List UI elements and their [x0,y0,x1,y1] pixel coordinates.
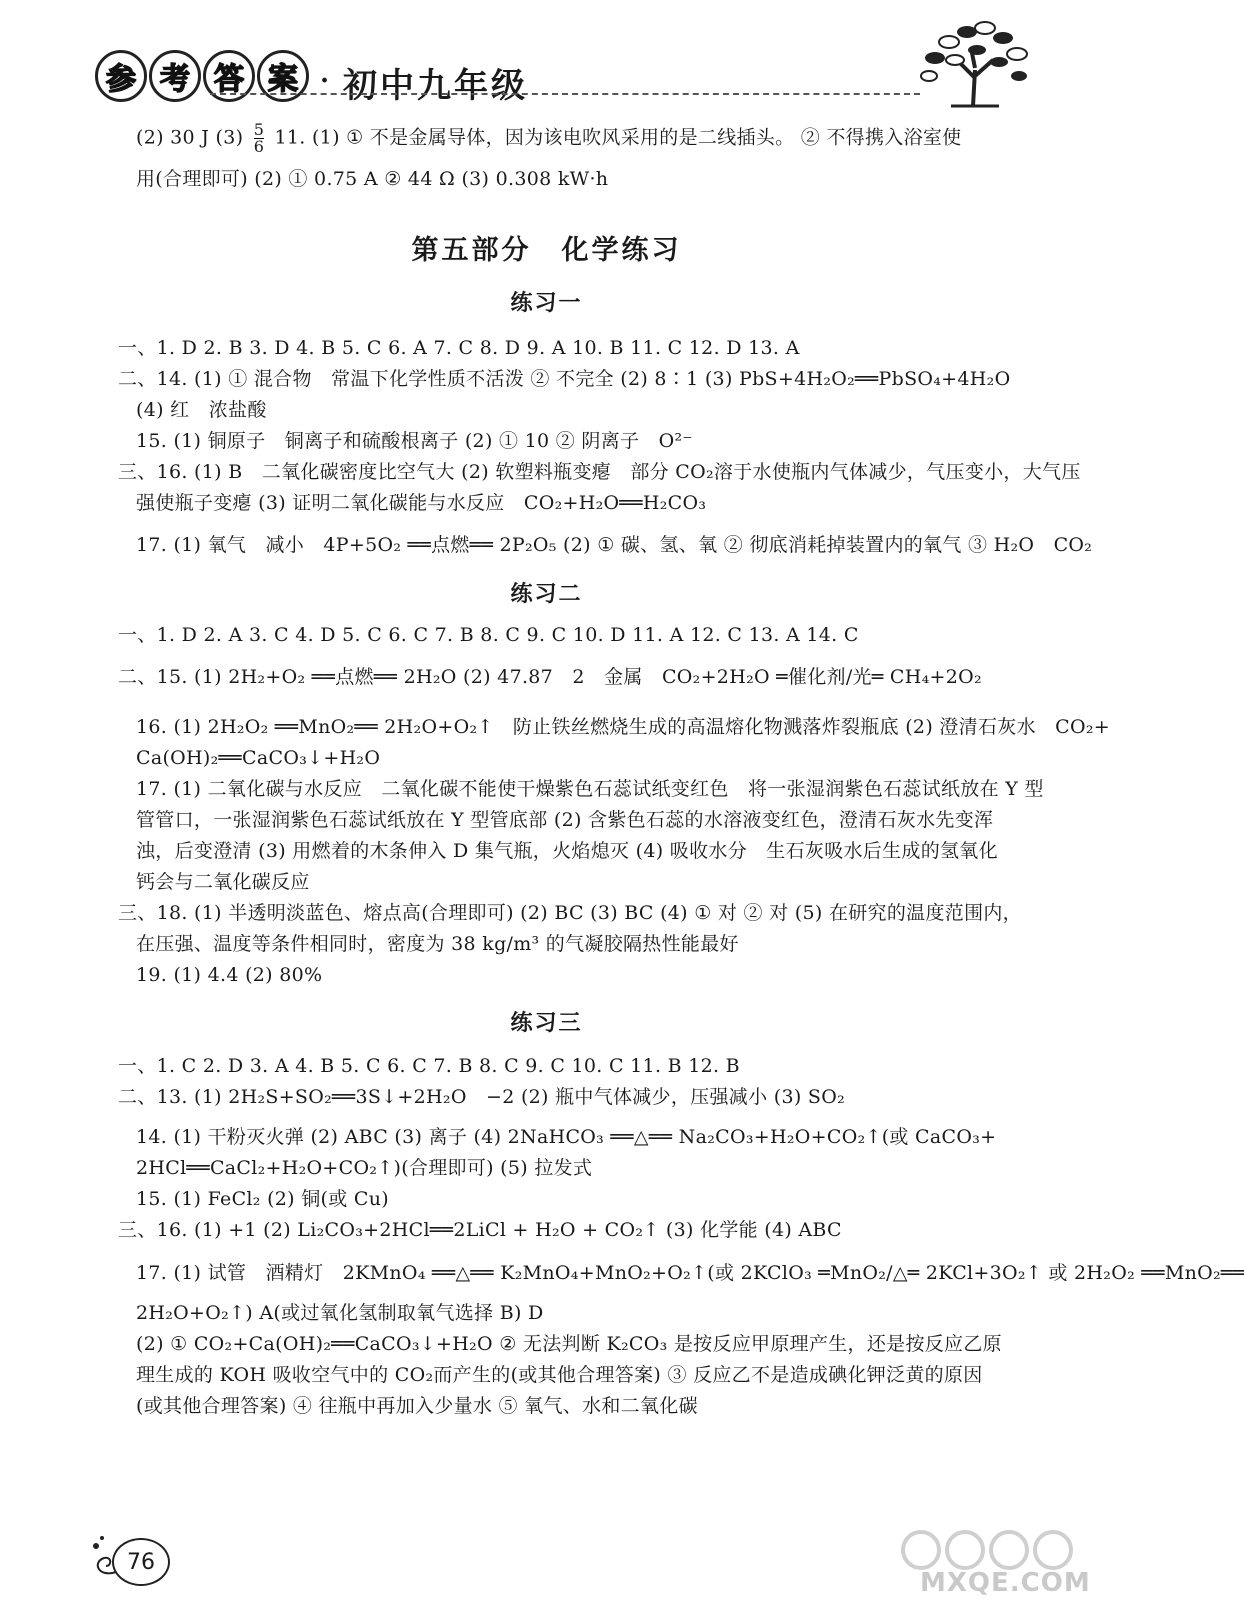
answer-line: 2H₂O+O₂↑) A(或过氧化氢制取氧气选择 B) D [136,1302,544,1324]
page-header [95,44,935,104]
answer-line: (或其他合理答案) ④ 往瓶中再加入少量水 ⑤ 氧气、水和二氧化碳 [136,1395,698,1417]
answer-line: 14. (1) 干粉灭火弹 (2) ABC (3) 离子 (4) 2NaHCO₃ ══△══ Na₂CO₃+H₂O+CO₂↑(或 CaCO₃+ [136,1126,997,1148]
answer-line: 15. (1) FeCl₂ (2) 铜(或 Cu) [136,1188,389,1210]
answer-line: 浊，后变澄清 (3) 用燃着的木条伸入 D 集气瓶，火焰熄灭 (4) 吸收水分 生石灰吸水后生成的氢氧化 [136,840,998,862]
answer-line: 强使瓶子变瘪 (3) 证明二氧化碳能与水反应 CO₂+H₂O══H₂CO₃ [136,492,707,514]
answer-line: Ca(OH)₂══CaCO₃↓+H₂O [136,747,381,769]
page-number: 76 [112,1538,170,1586]
answer-line: 二、13. (1) 2H₂S+SO₂══3S↓+2H₂O −2 (2) 瓶中气体减少，压强减小 (3) SO₂ [118,1086,846,1108]
answer-line: 一、1. D 2. A 3. C 4. D 5. C 6. C 7. B 8. C 9. C 10. D 11. A 12. C 13. A 14. C [118,624,859,646]
answer-line: 15. (1) 铜原子 铜离子和硫酸根离子 (2) ① 10 ② 阴离子 O²⁻ [136,430,693,452]
answer-line: 17. (1) 二氧化碳与水反应 二氧化碳不能使干燥紫色石蕊试纸变红色 将一张湿润紫色石蕊试纸放在 Y 型 [136,778,1044,800]
answer-line: 理生成的 KOH 吸收空气中的 CO₂而产生的(或其他合理答案) ③ 反应乙不是造成碘化钾泛黄的原因 [136,1364,983,1386]
answer-line: 三、16. (1) +1 (2) Li₂CO₃+2HCl══2LiCl + H₂O + CO₂↑ (3) 化学能 (4) ABC [118,1219,842,1241]
answer-line: 管管口，一张湿润紫色石蕊试纸放在 Y 型管底部 (2) 含紫色石蕊的水溶液变红色，澄清石灰水先变浑 [136,809,994,831]
answer-line: 一、1. D 2. B 3. D 4. B 5. C 6. A 7. C 8. D 9. A 10. B 11. C 12. D 13. A [118,337,800,359]
part-title: 第五部分 化学练习 [411,235,682,266]
answer-line: (2) ① CO₂+Ca(OH)₂══CaCO₃↓+H₂O ② 无法判断 K₂CO₃ 是按反应甲原理产生，还是按反应乙原 [136,1333,1002,1355]
section-title: 练习一 [510,291,583,316]
header-grade: 初中九年级 [343,66,528,106]
answer-line: 17. (1) 试管 酒精灯 2KMnO₄ ══△══ K₂MnO₄+MnO₂+O₂↑(或 2KClO₃ ═MnO₂/△═ 2KCl+3O₂↑ 或 2H₂O₂ ══MnO₂══ [136,1262,1244,1284]
answer-line: 2HCl══CaCl₂+H₂O+CO₂↑)(合理即可) (5) 拉发式 [136,1157,593,1179]
header-badge: 考 [149,50,201,102]
answer-line: 三、16. (1) B 二氧化碳密度比空气大 (2) 软塑料瓶变瘪 部分 CO₂溶于水使瓶内气体减少，气压变小，大气压 [118,461,1081,483]
answer-line: (4) 红 浓盐酸 [136,399,267,421]
answer-line: 钙会与二氧化碳反应 [136,871,310,893]
answer-line: 用(合理即可) (2) ① 0.75 A ② 44 Ω (3) 0.308 kW·h [136,168,609,190]
answer-line: 17. (1) 氧气 减小 4P+5O₂ ══点燃══ 2P₂O₅ (2) ① 碳、氢、氧 ② 彻底消耗掉装置内的氧气 ③ H₂O CO₂ [136,534,1093,556]
answer-line: (2) 30 J (3) $\frac{5}{6}$ 11. (1) ① 不是金属导体，因为该电吹风采用的是二线插头。 ② 不得携入浴室使 [136,120,962,156]
section-title: 练习三 [510,1011,583,1036]
header-badge: 参 [95,50,147,102]
answer-line: 19. (1) 4.4 (2) 80% [136,964,323,986]
header-dashed-rule [210,93,920,95]
answer-line: 三、18. (1) 半透明淡蓝色、熔点高(合理即可) (2) BC (3) BC (4) ① 对 ② 对 (5) 在研究的温度范围内， [118,902,1022,924]
watermark-text: MXQE.COM [920,1568,1091,1598]
header-badge: 案 [257,50,309,102]
section-title: 练习二 [510,582,583,607]
tree-icon [915,18,1033,108]
answer-line: 二、15. (1) 2H₂+O₂ ══点燃══ 2H₂O (2) 47.87 2 金属 CO₂+2H₂O ═催化剂/光═ CH₄+2O₂ [118,666,982,688]
answer-line: 一、1. C 2. D 3. A 4. B 5. C 6. C 7. B 8. C 9. C 10. C 11. B 12. B [118,1055,740,1077]
header-badge: 答 [203,50,255,102]
fraction: $\frac{5}{6}$ [253,120,265,156]
answer-line: 在压强、温度等条件相同时，密度为 38 kg/m³ 的气凝胶隔热性能最好 [136,933,739,955]
header-separator: · [320,66,330,96]
answer-line: 二、14. (1) ① 混合物 常温下化学性质不活泼 ② 不完全 (2) 8∶1 (3) PbS+4H₂O₂══PbSO₄+4H₂O [118,368,1011,390]
answer-line: 16. (1) 2H₂O₂ ══MnO₂══ 2H₂O+O₂↑ 防止铁丝燃烧生成的高温熔化物溅落炸裂瓶底 (2) 澄清石灰水 CO₂+ [136,716,1111,738]
